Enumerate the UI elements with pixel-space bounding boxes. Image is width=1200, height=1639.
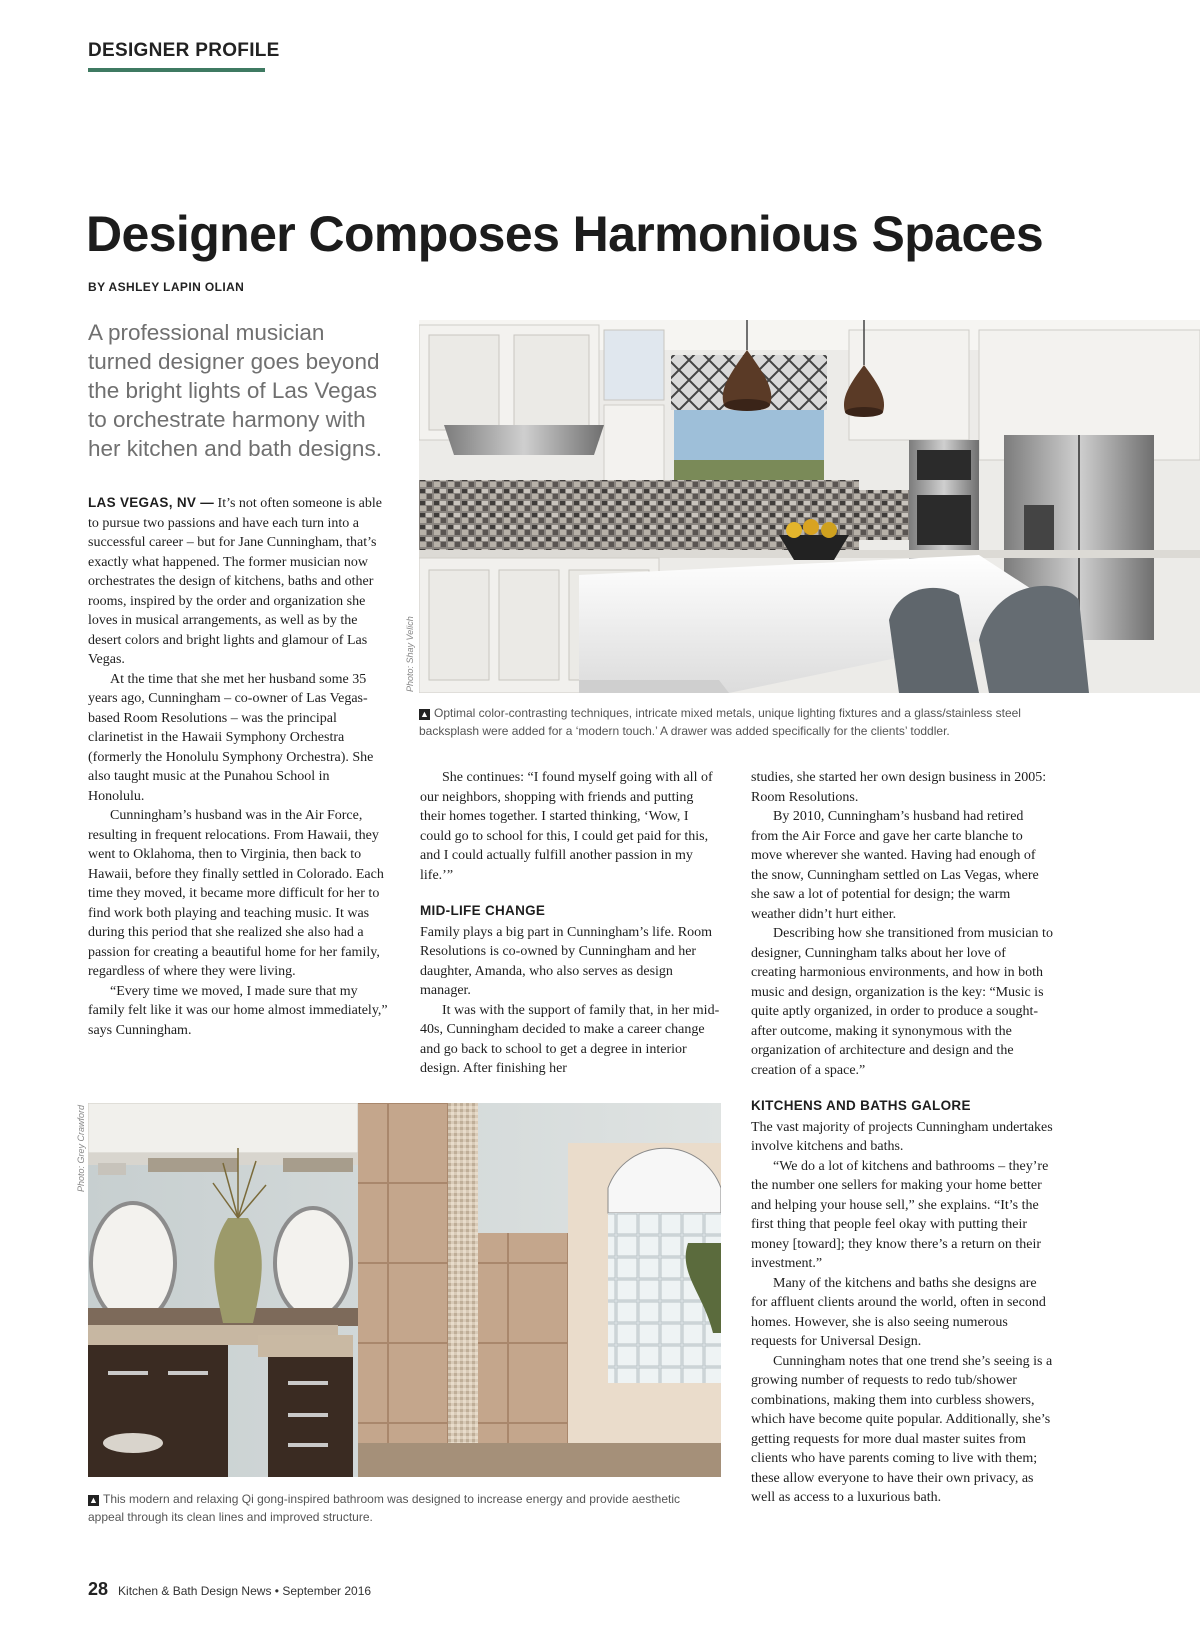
page-number: 28 (88, 1579, 109, 1599)
article-paragraph: It was with the support of family that, in her mid-40s, Cunningham decided to make a career change and go back to school to get a degree in interior design. After finishing her (420, 1002, 720, 1076)
article-paragraph: Family plays a big part in Cunningham’s life. Room Resolutions is co-owned by Cunningham and her daughter, Amanda, who also serves as design manager. (420, 924, 713, 998)
kitchen-photo-credit: Photo: Shay Velich (405, 616, 415, 692)
article-paragraph: Cunningham notes that one trend she’s seeing is a growing number of requests to redo tub/shower combinations, making them into curbless showers, which have become quite popular. Additionally, she’s getting requests for more dual master suites from clients who have parents coming to live with them; these allow everyone to have their own privacy, as well as access to a luxurious bath. (751, 1353, 1053, 1505)
article-paragraph: “Every time we moved, I made sure that my family felt like it was our home almost immediately,” says Cunningham. (88, 983, 388, 1038)
article-paragraph: By 2010, Cunningham’s husband had retired from the Air Force and gave her carte blanche to move wherever she wanted. Having had enough of the snow, Cunningham settled on Las Vegas, where she saw a lot of potential for design; the warm weather didn’t hurt either. (751, 809, 1039, 922)
kitchen-photo (419, 320, 1200, 693)
kitchen-photo-caption (419, 704, 1079, 740)
section-label: DESIGNER PROFILE (88, 40, 280, 61)
article-column-2 (420, 768, 720, 1079)
article-paragraph: studies, she started her own design business in 2005: Room Resolutions. (751, 770, 1047, 805)
article-paragraph: Cunningham’s husband was in the Air Force, resulting in frequent relocations. From Hawaii, they went to Oklahoma, then to Virginia, then back to Hawaii, before they finally settled in Colorado. Each time they moved, it became more difficult for her to find work both playing and teaching music. It was during this period that she realized she also had a passion for creating a beautiful home for her family, regardless of where they were living. (88, 808, 384, 979)
issue-date: September 2016 (282, 1584, 372, 1598)
article-paragraph: “We do a lot of kitchens and bathrooms – they’re the number one sellers for making your home better and helping your house sell,” she explains. “It’s the first thing that people feel okay with putting their money [toward]; they know there’s a return on their investment.” (751, 1158, 1049, 1271)
byline: BY ASHLEY LAPIN OLIAN (88, 280, 245, 294)
article-paragraph: Many of the kitchens and baths she designs are for affluent clients around the world, often in second homes. However, she is also seeing numerous requests for Universal Design. (751, 1275, 1046, 1349)
article-deck: A professional musician turned designer goes beyond the bright lights of Las Vegas to orchestrate harmony with her kitchen and bath designs. (88, 320, 382, 461)
footer-separator: • (274, 1584, 279, 1598)
article-paragraph: LAS VEGAS, NV — It’s not often someone is able to pursue two passions and have each turn into a successful career – but for Jane Cunningham, that’s exactly what happened. The former musician now orchestrates the design of kitchens, baths and other rooms, inspired by the order and organization she loves in musical arrangements, as well as by the desert colors and bright lights and glamour of Las Vegas. (88, 495, 382, 667)
bathroom-photo (88, 1103, 721, 1477)
article-column-3 (751, 768, 1054, 1508)
article-paragraph: The vast majority of projects Cunningham undertakes involve kitchens and baths. (751, 1119, 1053, 1154)
bathroom-caption-text: This modern and relaxing Qi gong-inspired bathroom was designed to increase energy and provide aesthetic appeal through its clean lines and improved structure. (88, 1492, 681, 1524)
article-paragraph: At the time that she met her husband some 35 years ago, Cunningham – co-owner of Las Vegas-based Room Resolutions – was the principal clarinetist in the Hawaii Symphony Orchestra (formerly the Honolulu Symphony Orchestra). She also taught music at the Punahou School in Honolulu. (88, 671, 374, 804)
dateline: LAS VEGAS, NV — (88, 495, 215, 510)
article-column-1 (88, 493, 388, 1040)
article-title: Designer Composes Harmonious Spaces (86, 206, 1044, 262)
subhead-mid-life-change: MID-LIFE CHANGE (420, 903, 546, 918)
article-paragraph: Describing how she transitioned from musician to designer, Cunningham talks about her love of creating harmonious environments, and how in both music and design, organization is the key: “Music is quite aptly organized, in order to produce a sought-after outcome, making it synonymous with the organization of architecture and design and the creation of a space.” (751, 926, 1053, 1078)
article-paragraph: She continues: “I found myself going with all of our neighbors, shopping with friends and putting their homes together. I started thinking, ‘Wow, I could go to school for this, I could get paid for this, and I could actually fulfill another passion in my life.’” (420, 770, 713, 883)
publication-name: Kitchen & Bath Design News (118, 1584, 272, 1598)
subhead-kitchens-and-baths-galore: KITCHENS AND BATHS GALORE (751, 1098, 971, 1113)
kitchen-caption-text: Optimal color-contrasting techniques, intricate mixed metals, unique lighting fixtures and a glass/stainless steel backsplash were added for a ‘modern touch.’ A drawer was added specifically for the clients’ toddler. (419, 706, 1021, 738)
arrow-up-icon: ▲ (89, 1495, 98, 1505)
page-footer (88, 1579, 371, 1600)
bathroom-photo-credit: Photo: Grey Crawford (76, 1104, 86, 1192)
section-underline (88, 68, 265, 72)
bathroom-photo-caption (88, 1490, 718, 1526)
arrow-up-icon: ▲ (420, 709, 429, 719)
